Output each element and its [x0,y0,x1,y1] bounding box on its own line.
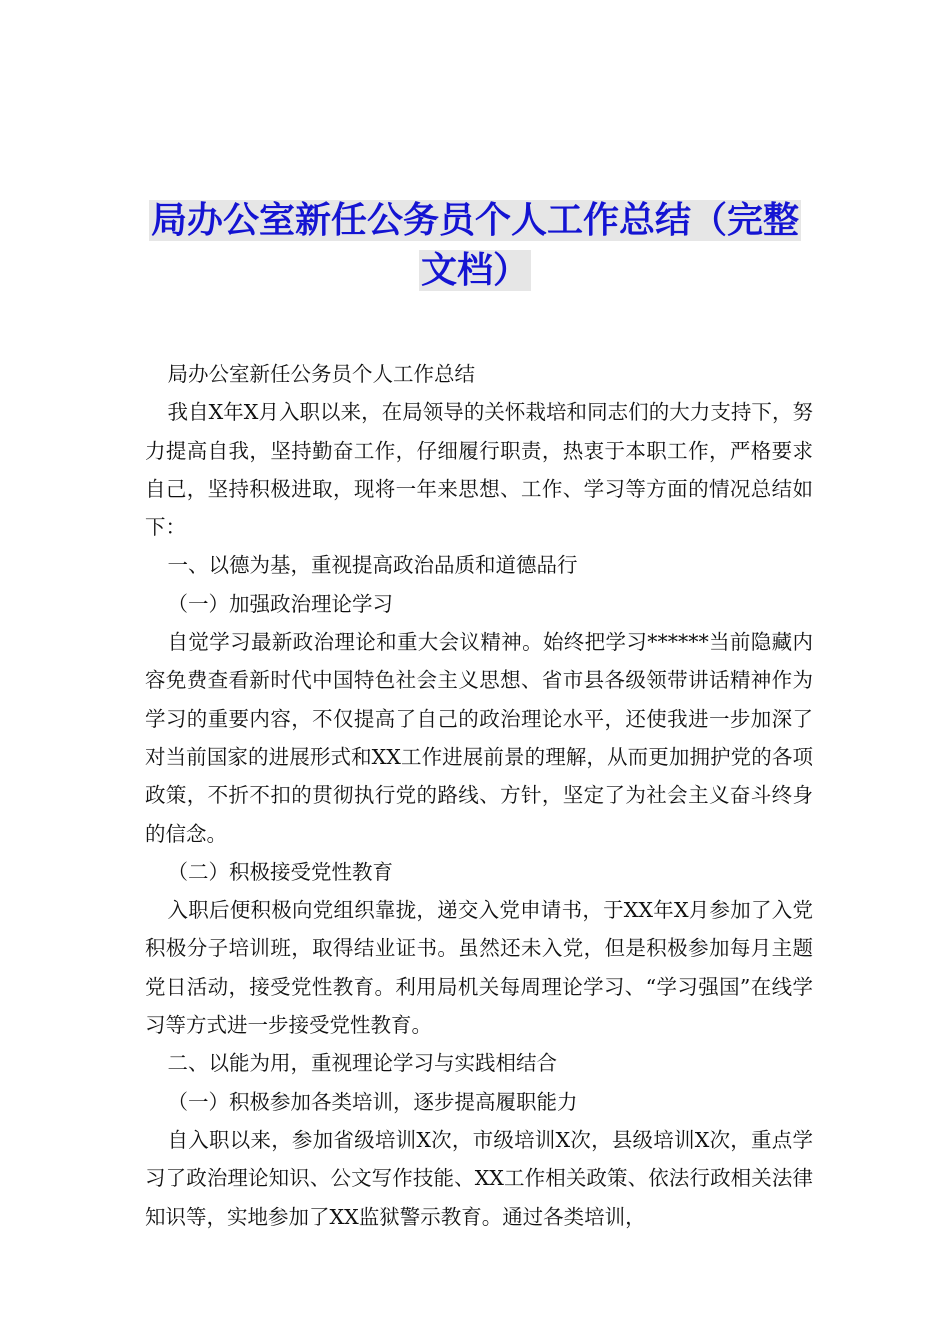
document-title [140,196,810,296]
document-body [145,355,813,1236]
paragraph: 自入职以来，参加省级培训X次，市级培训X次，县级培训X次，重点学习了政治理论知识、公文写作技能、XX工作相关政策、依法行政相关法律知识等，实地参加了XX监狱警示教育。通过各类培训， [145,1127,813,1229]
subsection-heading: （一）加强政治理论学习 [167,591,394,616]
subsection-heading: （一）积极参加各类培训，逐步提高履职能力 [167,1089,578,1114]
section-heading: 一、以德为基，重视提高政治品质和道德品行 [167,553,578,578]
paragraph: 自觉学习最新政治理论和重大会议精神。始终把学习******当前隐藏内容免费查看新时代中国特色社会主义思想、省市县各级领带讲话精神作为学习的重要内容，不仅提高了自己的政治理论水平，还使我进一步加深了对当前国家的进展形式和XX工作进展前景的理解，从而更加拥护党的各项政策，不折不扣的贯彻执行党的路线、方针，坚定了为社会主义奋斗终身的信念。 [145,630,813,846]
subsection-heading: （二）积极接受党性教育 [167,859,394,884]
paragraph: 我自X年X月入职以来，在局领导的关怀栽培和同志们的大力支持下，努力提高自我，坚持勤奋工作，仔细履行职责，热衷于本职工作，严格要求自己，坚持积极进取，现将一年来思想、工作、学习等方面的情况总结如下： [145,400,813,540]
paragraph: 入职后便积极向党组织靠拢，递交入党申请书，于XX年X月参加了入党积极分子培训班，取得结业证书。虽然还未入党，但是积极参加每月主题党日活动，接受党性教育。利用局机关每周理论学习、“学习强国”在线学习等方式进一步接受党性教育。 [145,898,813,1038]
document-title-text: 局办公室新任公务员个人工作总结（完整文档） [150,200,799,292]
paragraph-heading: 局办公室新任公务员个人工作总结 [167,362,476,386]
section-heading: 二、以能为用，重视理论学习与实践相结合 [167,1051,558,1076]
